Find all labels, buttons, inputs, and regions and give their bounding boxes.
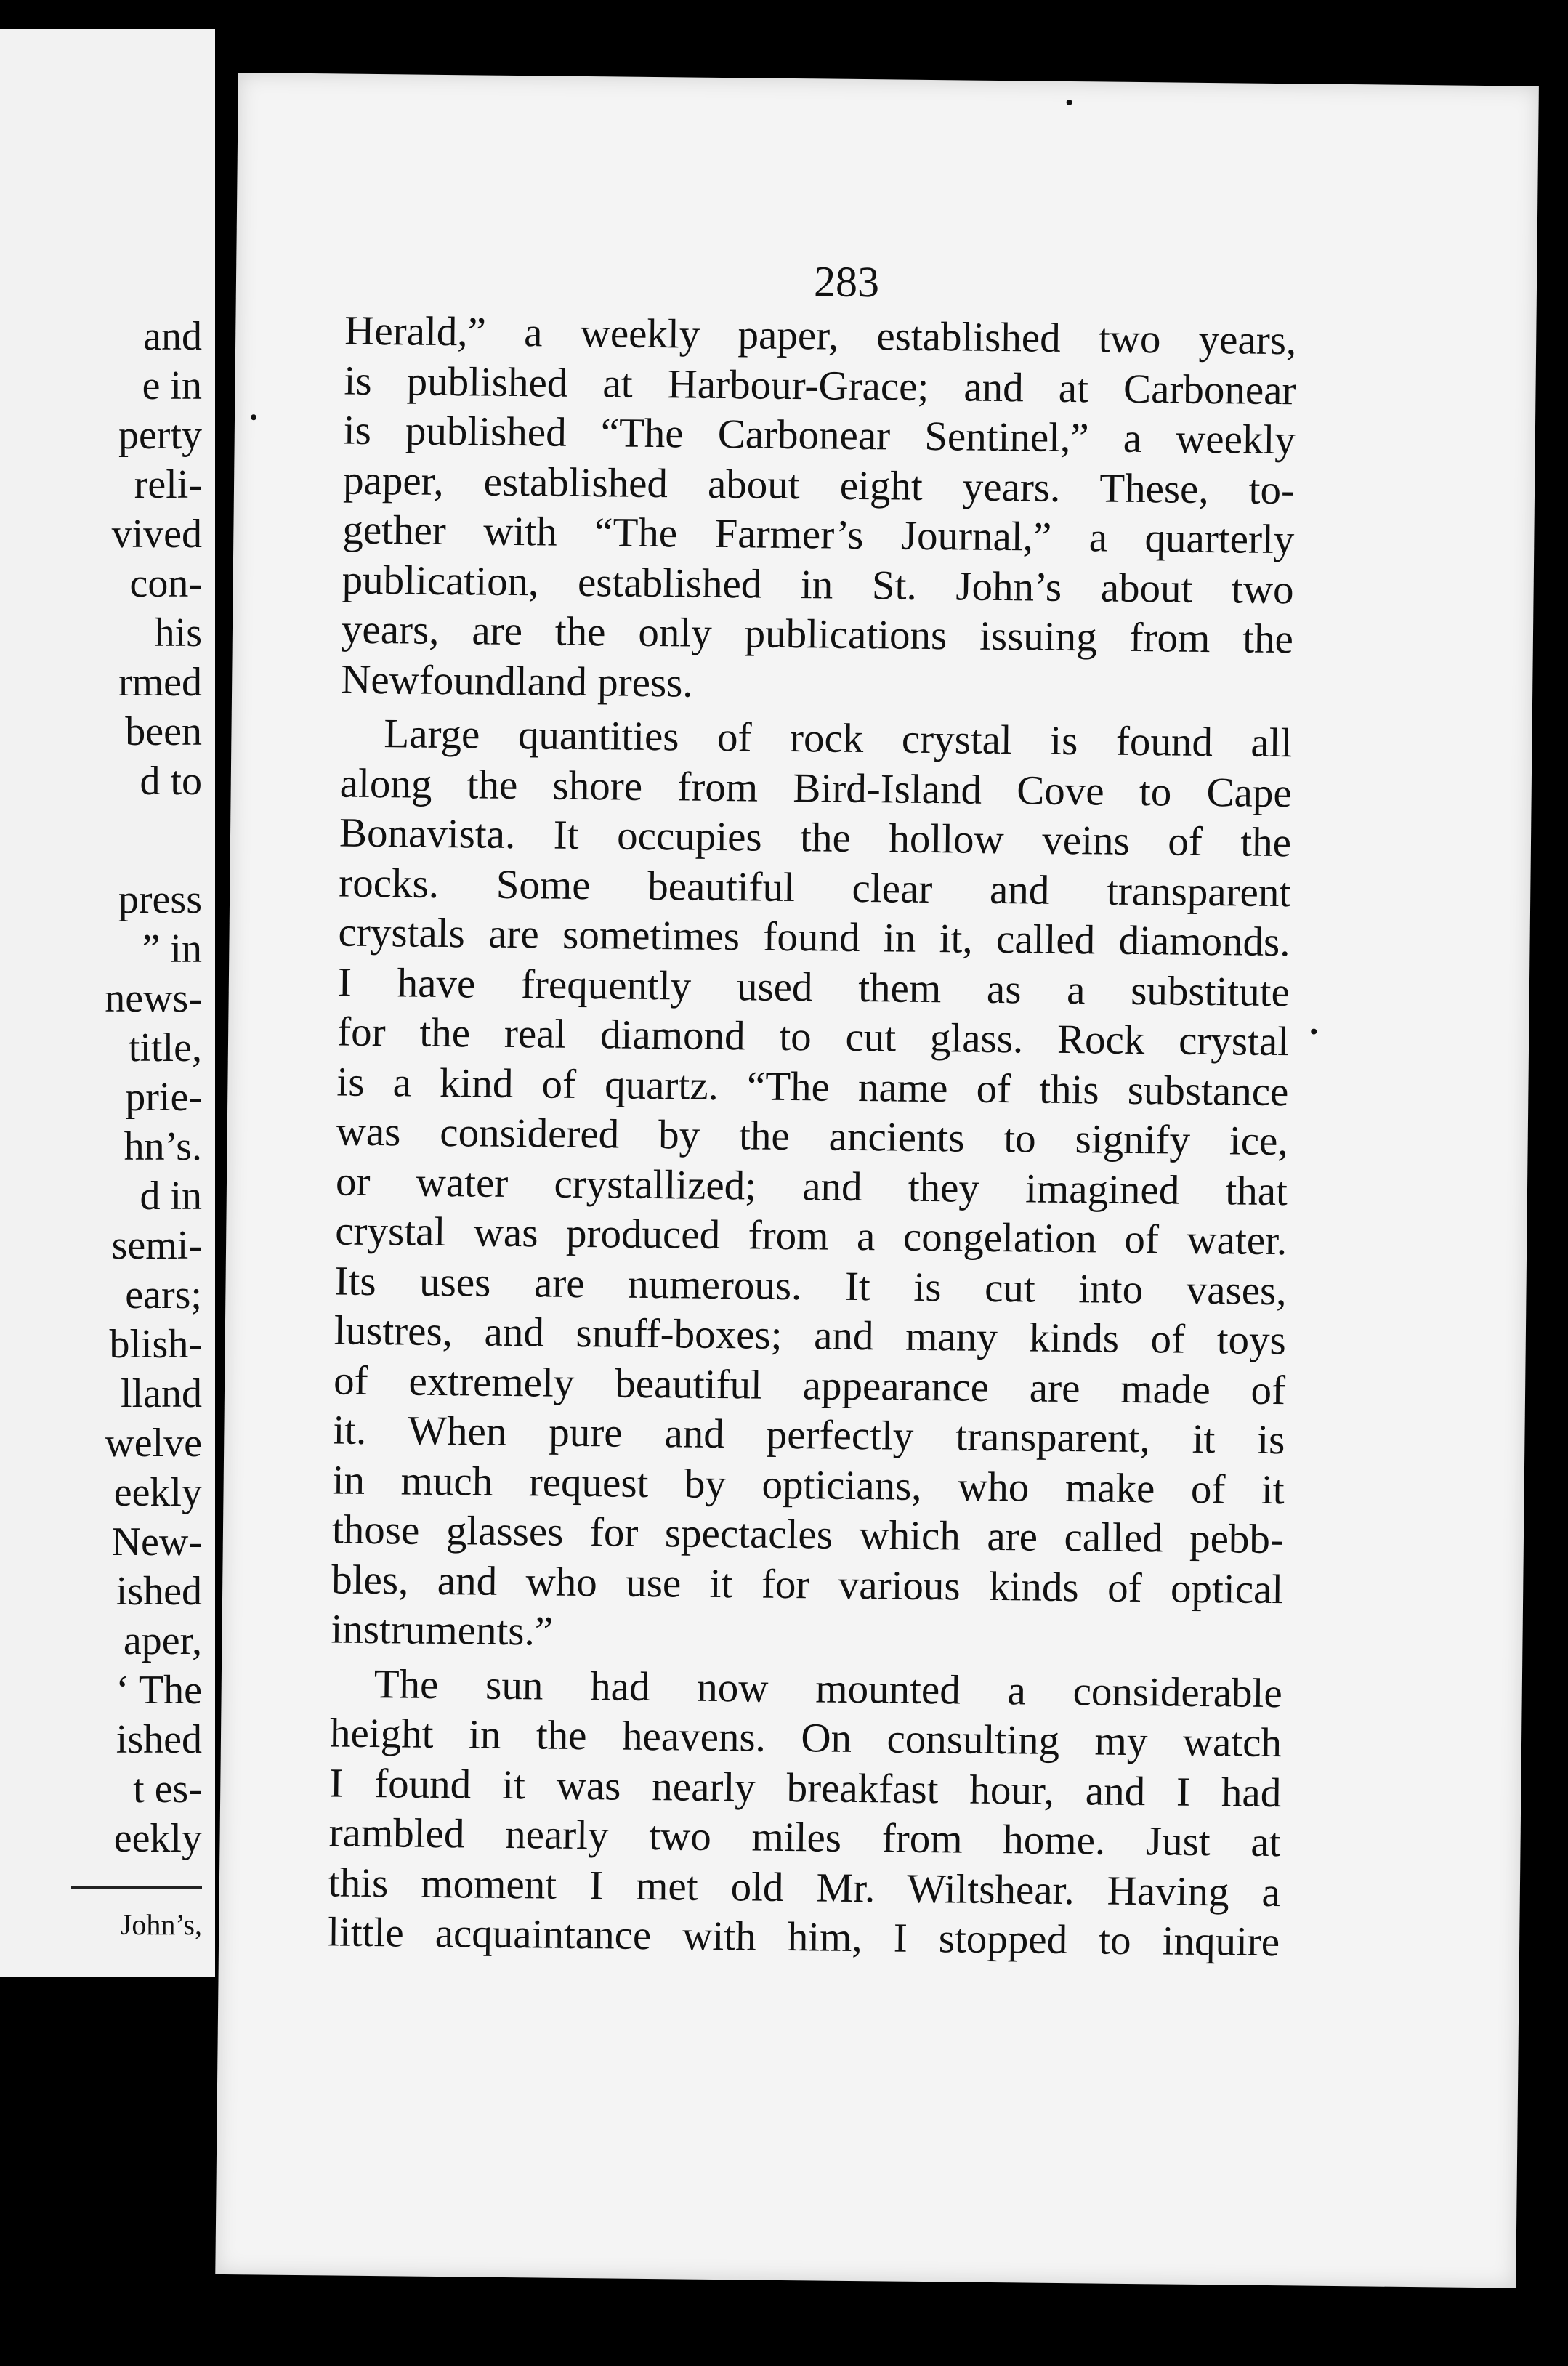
- book-page: [215, 73, 1539, 2288]
- text-line: those glasses for spectacles which are called pebb-: [331, 1506, 1285, 1563]
- left-line: d to: [140, 759, 202, 804]
- paragraph: [331, 709, 1293, 1665]
- text-line: The sun had now mounted a considerable: [373, 1660, 1283, 1716]
- left-line: hn’s.: [124, 1124, 202, 1169]
- text-line: lustres, and snuff-boxes; and many kinds of toys: [334, 1307, 1287, 1364]
- left-line: eekly: [113, 1816, 202, 1861]
- left-line: semi-: [111, 1223, 202, 1268]
- left-line: eekly: [113, 1470, 202, 1515]
- paragraph: [328, 1659, 1282, 1968]
- text-line: this moment I met old Mr. Wiltshear. Having a: [328, 1859, 1281, 1915]
- left-line: and: [143, 314, 202, 359]
- text-line: was considered by the ancients to signify ice,: [336, 1108, 1289, 1165]
- text-line: I have frequently used them as a substitute: [337, 959, 1290, 1015]
- text-line: it. When pure and perfectly transparent, it is: [333, 1407, 1285, 1463]
- left-line: rmed: [118, 660, 202, 705]
- speck: [251, 414, 256, 420]
- body-text: [328, 307, 1297, 1968]
- text-line: or water crystallized; and they imagined that: [335, 1158, 1288, 1214]
- text-line: in much request by opticians, who make of it: [332, 1456, 1285, 1513]
- text-line: along the shore from Bird-Island Cove to Cape: [339, 760, 1293, 816]
- left-line: title,: [128, 1025, 202, 1070]
- left-footnote: John’s,: [120, 1908, 202, 1941]
- speck: [1311, 1029, 1317, 1035]
- footnote-rule: [71, 1886, 202, 1889]
- left-line: ” in: [142, 926, 202, 972]
- left-line: aper,: [123, 1618, 202, 1663]
- text-line: instruments.”: [331, 1606, 554, 1655]
- text-line: little acquaintance with him, I stopped to inquire: [327, 1909, 1280, 1966]
- text-line: crystal was produced from a congelation of water.: [334, 1208, 1288, 1264]
- speck: [1067, 100, 1072, 105]
- text-line: bles, and who use it for various kinds of optical: [331, 1556, 1284, 1612]
- text-line: Large quantities of rock crystal is found all: [384, 711, 1293, 767]
- left-line: lland: [121, 1371, 202, 1416]
- text-line: Newfoundland press.: [340, 656, 693, 706]
- left-line: reli-: [134, 462, 202, 507]
- left-line: his: [154, 610, 202, 655]
- left-line: con-: [129, 561, 202, 606]
- text-line: is published “The Carbonear Sentinel,” a weekly: [343, 407, 1296, 464]
- text-line: publication, established in St. John’s about two: [342, 557, 1294, 613]
- text-line: of extremely beautiful appearance are made of: [333, 1357, 1286, 1413]
- text-line: rambled nearly two miles from home. Just at: [328, 1809, 1281, 1866]
- text-line: paper, established about eight years. These, to-: [342, 457, 1296, 513]
- left-line: ished: [116, 1717, 202, 1762]
- left-line: perty: [118, 413, 202, 458]
- left-page-fragment: [0, 29, 215, 1977]
- text-line: Its uses are numerous. It is cut into vases,: [334, 1257, 1287, 1314]
- left-line: d in: [140, 1174, 202, 1219]
- text-line: years, are the only publications issuing from the: [341, 606, 1294, 663]
- left-line: been: [125, 709, 202, 754]
- left-line: New-: [111, 1519, 202, 1564]
- left-line: t es-: [133, 1767, 202, 1812]
- left-line: ‘ The: [116, 1668, 202, 1713]
- text-line: Herald,” a weekly paper, established two years,: [344, 307, 1297, 364]
- text-line: rocks. Some beautiful clear and transparent: [339, 860, 1291, 916]
- left-line: ished: [116, 1569, 202, 1614]
- left-line: welve: [105, 1421, 202, 1466]
- left-line: e in: [142, 363, 202, 408]
- left-line: news-: [105, 976, 202, 1021]
- text-line: Bonavista. It occupies the hollow veins of the: [339, 809, 1292, 866]
- text-line: height in the heavens. On consulting my watch: [329, 1710, 1282, 1767]
- left-line: press: [118, 877, 202, 922]
- left-line: blish-: [109, 1322, 202, 1367]
- left-line: prie-: [125, 1075, 202, 1120]
- left-line: ears;: [125, 1272, 202, 1317]
- left-line: vived: [111, 512, 202, 557]
- text-line: for the real diamond to cut glass. Rock crystal: [336, 1009, 1290, 1065]
- text-line: is a kind of quartz. “The name of this substance: [336, 1058, 1289, 1115]
- text-line: is published at Harbour-Grace; and at Carbonear: [344, 358, 1296, 413]
- text-line: gether with “The Farmer’s Journal,” a quarterly: [342, 506, 1295, 563]
- text-line: crystals are sometimes found in it, called diamonds.: [338, 909, 1290, 966]
- text-line: I found it was nearly breakfast hour, and I had: [329, 1759, 1282, 1816]
- page-number: 283: [813, 257, 880, 307]
- paragraph: [341, 307, 1297, 715]
